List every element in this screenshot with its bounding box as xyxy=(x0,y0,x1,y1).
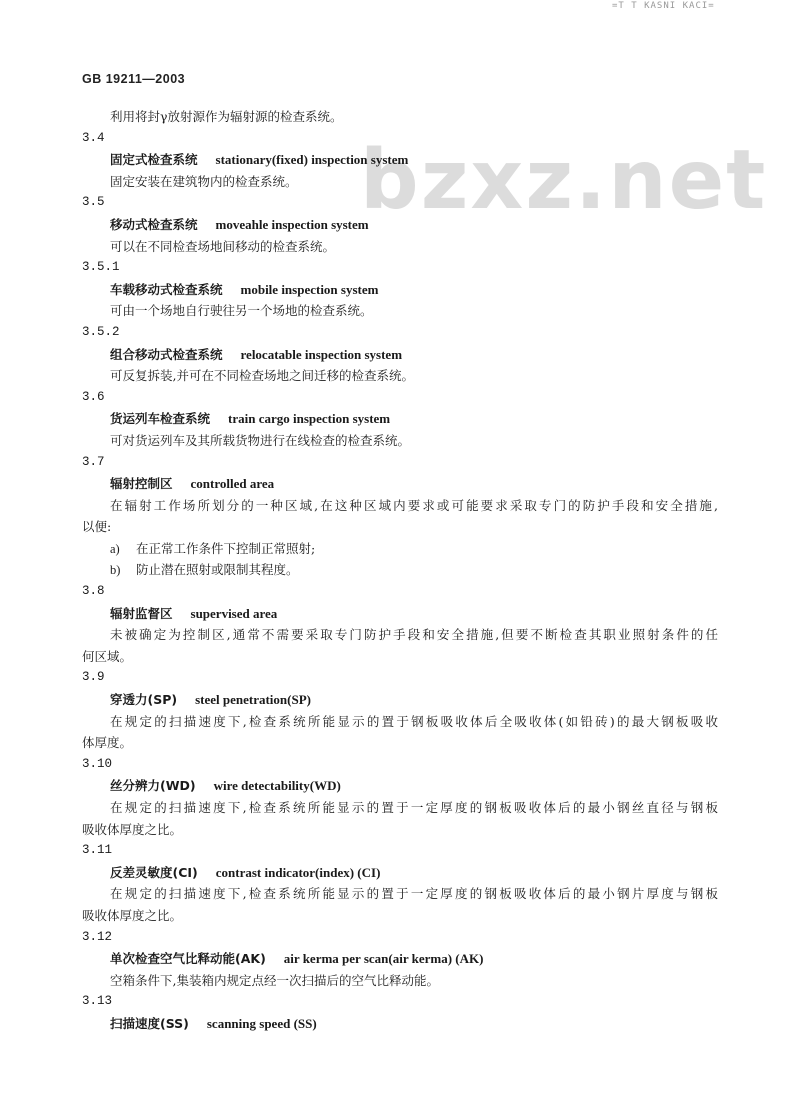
term-en: relocatable inspection system xyxy=(240,346,403,362)
term-en: supervised area xyxy=(190,605,278,621)
definition-line: 空箱条件下,集装箱内规定点经一次扫描后的空气比释动能。 xyxy=(110,972,439,988)
term-zh: 反差灵敏度(CI) xyxy=(110,864,198,880)
term-heading xyxy=(0,775,800,797)
list-item-label: a) xyxy=(110,541,120,556)
clause-number: 3.11 xyxy=(82,843,113,858)
term-heading xyxy=(0,214,800,236)
definition-line: 吸收体厚度之比。 xyxy=(82,821,183,837)
definition-line: 在辐射工作场所划分的一种区域,在这种区域内要求或可能要求采取专门的防护手段和安全措施, xyxy=(110,497,718,513)
clause-number: 3.12 xyxy=(82,929,113,944)
definition-line: 在规定的扫描速度下,检查系统所能显示的置于一定厚度的钢板吸收体后的最小钢丝直径与钢板 xyxy=(110,800,718,815)
term-heading xyxy=(0,408,800,430)
term-zh: 扫描速度(SS) xyxy=(110,1015,189,1031)
clause-number: 3.13 xyxy=(82,994,113,1009)
definition-line: 在规定的扫描速度下,检查系统所能显示的置于一定厚度的钢板吸收体后的最小钢片厚度与钢板 xyxy=(110,886,718,902)
term-en: air kerma per scan(air kerma) (AK) xyxy=(283,951,484,967)
term-zh: 单次检查空气比释动能(AK) xyxy=(110,951,266,967)
definition-line: 可反复拆装,并可在不同检查场地之间迁移的检查系统。 xyxy=(110,368,414,384)
list-item-text: 防止潜在照射或限制其程度。 xyxy=(136,562,299,578)
term-en: controlled area xyxy=(190,476,275,492)
clause-number: 3.6 xyxy=(82,389,105,404)
list-item-text: 在正常工作条件下控制正常照射; xyxy=(136,540,316,556)
term-en: steel penetration(SP) xyxy=(195,692,311,708)
clause-number: 3.10 xyxy=(82,756,113,771)
page-top-mark: =T T KASNI KACI= xyxy=(612,1,715,11)
term-zh: 组合移动式检查系统 xyxy=(110,346,223,362)
term-heading xyxy=(0,689,800,711)
body-line: 利用将封γ放射源作为辐射源的检查系统。 xyxy=(110,109,343,124)
definition-line: 未被确定为控制区,通常不需要采取专门防护手段和安全措施,但要不断检查其职业照射条件的任 xyxy=(110,627,718,643)
definition-line: 在规定的扫描速度下,检查系统所能显示的置于钢板吸收体后全吸收体(如铅砖)的最大钢板吸收 xyxy=(110,713,718,729)
term-zh: 移动式检查系统 xyxy=(110,216,198,232)
clause-number: 3.9 xyxy=(82,670,105,685)
term-heading xyxy=(0,603,800,625)
watermark: bzxz.net xyxy=(360,133,768,228)
definition-line: 可以在不同检查场地间移动的检查系统。 xyxy=(110,238,336,254)
term-heading xyxy=(0,279,800,301)
term-heading xyxy=(0,473,800,495)
term-en: wire detectability(WD) xyxy=(213,778,341,794)
definition-line: 体厚度。 xyxy=(82,735,133,751)
term-en: mobile inspection system xyxy=(240,281,379,297)
document-body xyxy=(0,106,800,1035)
definition-line: 可由一个场地自行驶往另一个场地的检查系统。 xyxy=(110,303,373,319)
clause-number: 3.8 xyxy=(82,584,105,599)
term-zh: 固定式检查系统 xyxy=(110,152,198,168)
list-item-label: b) xyxy=(110,563,121,578)
term-en: contrast indicator(index) (CI) xyxy=(215,864,381,880)
clause-number: 3.5.2 xyxy=(82,324,120,339)
term-heading xyxy=(0,862,800,884)
definition-line: 可对货运列车及其所载货物进行在线检查的检查系统。 xyxy=(110,432,411,448)
clause-number: 3.5 xyxy=(82,195,105,210)
list-item xyxy=(0,538,800,560)
list-item xyxy=(0,559,800,581)
definition-line: 吸收体厚度之比。 xyxy=(82,907,183,923)
term-en: scanning speed (SS) xyxy=(206,1015,317,1031)
term-zh: 车载移动式检查系统 xyxy=(110,281,223,297)
clause-number: 3.4 xyxy=(82,130,105,145)
clause-number: 3.7 xyxy=(82,454,105,469)
definition-line: 何区域。 xyxy=(82,648,133,664)
term-zh: 丝分辨力(WD) xyxy=(110,778,196,794)
term-en: moveahle inspection system xyxy=(215,216,369,232)
definition-line: 以便: xyxy=(82,519,112,535)
term-heading xyxy=(0,948,800,970)
term-heading xyxy=(0,1013,800,1035)
term-zh: 货运列车检查系统 xyxy=(110,411,211,427)
standard-code: GB 19211—2003 xyxy=(82,72,186,86)
definition-line: 固定安装在建筑物内的检查系统。 xyxy=(110,173,298,189)
term-en: train cargo inspection system xyxy=(228,411,391,427)
term-zh: 穿透力(SP) xyxy=(110,692,178,708)
term-zh: 辐射监督区 xyxy=(110,605,173,621)
term-en: stationary(fixed) inspection system xyxy=(215,152,409,168)
term-heading xyxy=(0,149,800,171)
clause-number: 3.5.1 xyxy=(82,260,120,275)
term-zh: 辐射控制区 xyxy=(110,476,173,492)
term-heading xyxy=(0,344,800,366)
